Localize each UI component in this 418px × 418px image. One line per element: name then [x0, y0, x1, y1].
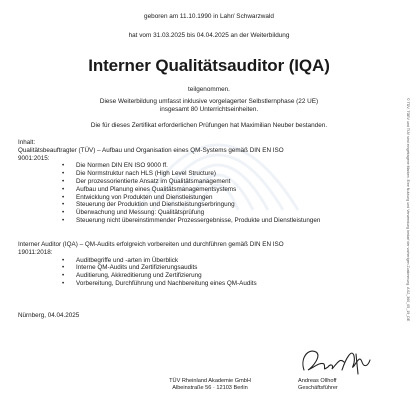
section2-title-line2: 19011:2018:: [18, 248, 53, 256]
participated-line: teilgenommen.: [188, 86, 230, 93]
section1-title-line1: Qualitätsbeauftragter (TÜV) – Aufbau und Organisation eines QM-Systems gemäß DIN EN ISO: [18, 146, 284, 154]
list-item: • Die Normen DIN EN ISO 9000 ff.: [62, 162, 168, 170]
signature-image: [298, 340, 376, 380]
signatory-role: Geschäftsführer: [298, 385, 338, 391]
list-item: • Die Normstruktur nach HLS (High Level Structure): [62, 170, 216, 178]
section2-list: [18, 257, 398, 288]
list-item: • Auditierung, Akkreditierung und Zertifizierung: [62, 272, 202, 280]
list-item: • Auditbegriffe und -arten im Überblick: [62, 256, 179, 264]
bullet-icon: •: [62, 162, 65, 170]
list-item: • Vorbereitung, Durchführung und Nachbereitung eines QM-Audits: [62, 279, 257, 287]
issuer-name: TÜV Rheinland Akademie GmbH: [169, 378, 251, 384]
side-legal-text: © TÜV, TÜEV und TUV sind eingetragene Marken. Eine Nutzung und Verwendung bedarf der vorherigen Zustimmung. A 02_360_05_19_DE: [406, 98, 410, 322]
section2-title-line1: Interner Auditor (IQA) – QM-Audits erfolgreich vorbereiten und durchführen gemäß DIN EN ISO: [18, 241, 284, 248]
list-item: • Entwicklung von Produkten und Dienstleistungen: [62, 193, 213, 201]
certificate-title: Interner Qualitätsauditor (IQA): [88, 56, 330, 75]
bullet-icon: •: [62, 256, 65, 264]
list-item: • Der prozessorientierte Ansatz im Qualitätsmanagement: [62, 177, 231, 185]
bullet-icon: •: [62, 170, 65, 178]
content-section: [18, 139, 398, 225]
bullet-icon: •: [62, 209, 65, 217]
section1-title-line2: 9001:2015:: [18, 154, 50, 162]
signatory-name: Andreas Ollhoff: [298, 378, 337, 384]
bullet-icon: •: [62, 193, 65, 201]
list-item: • Steuerung nicht übereinstimmender Prozessergebnisse, Produkte und Dienstleistungen: [62, 216, 321, 224]
list-item: • Steuerung der Produktion und Dienstleistungserbringung: [62, 201, 235, 209]
issuer-address: Albeinstraße 56 · 12103 Berlin: [172, 385, 248, 391]
scope-line-2: insgesamt 80 Unterrichtseinheiten.: [159, 106, 259, 113]
scope-line-1: Diese Weiterbildung umfasst inklusive vorgelagerter Selbstlernphase (22 UE): [99, 98, 319, 105]
list-item: • Aufbau und Planung eines Qualitätsmanagementsystems: [62, 185, 237, 193]
bullet-icon: •: [62, 279, 65, 287]
bullet-icon: •: [62, 272, 65, 280]
period-line: hat vom 31.03.2025 bis 04.04.2025 an der Weiterbildung: [128, 32, 290, 39]
bullet-icon: •: [62, 264, 65, 272]
birth-line: geboren am 11.10.1990 in Lahr/ Schwarzwald: [144, 13, 274, 20]
signatory-block: [298, 378, 378, 392]
content-heading: Inhalt:: [18, 139, 36, 146]
bullet-icon: •: [62, 185, 65, 193]
list-item: • Überwachung und Messung: Qualitätsprüfung: [62, 209, 205, 217]
exam-line: Die für dieses Zertifikat erforderlichen Prüfungen hat Maximilian Neuber bestanden.: [90, 122, 328, 129]
bullet-icon: •: [62, 216, 65, 224]
content-section-2: [18, 241, 398, 288]
bullet-icon: •: [62, 201, 65, 209]
bullet-icon: •: [62, 177, 65, 185]
list-item: • Interne QM-Audits und Zertifizierungsaudits: [62, 264, 198, 272]
issuer-block: [150, 378, 270, 392]
place-date: Nürnberg, 04.04.2025: [18, 312, 80, 319]
section1-list: [18, 162, 398, 224]
